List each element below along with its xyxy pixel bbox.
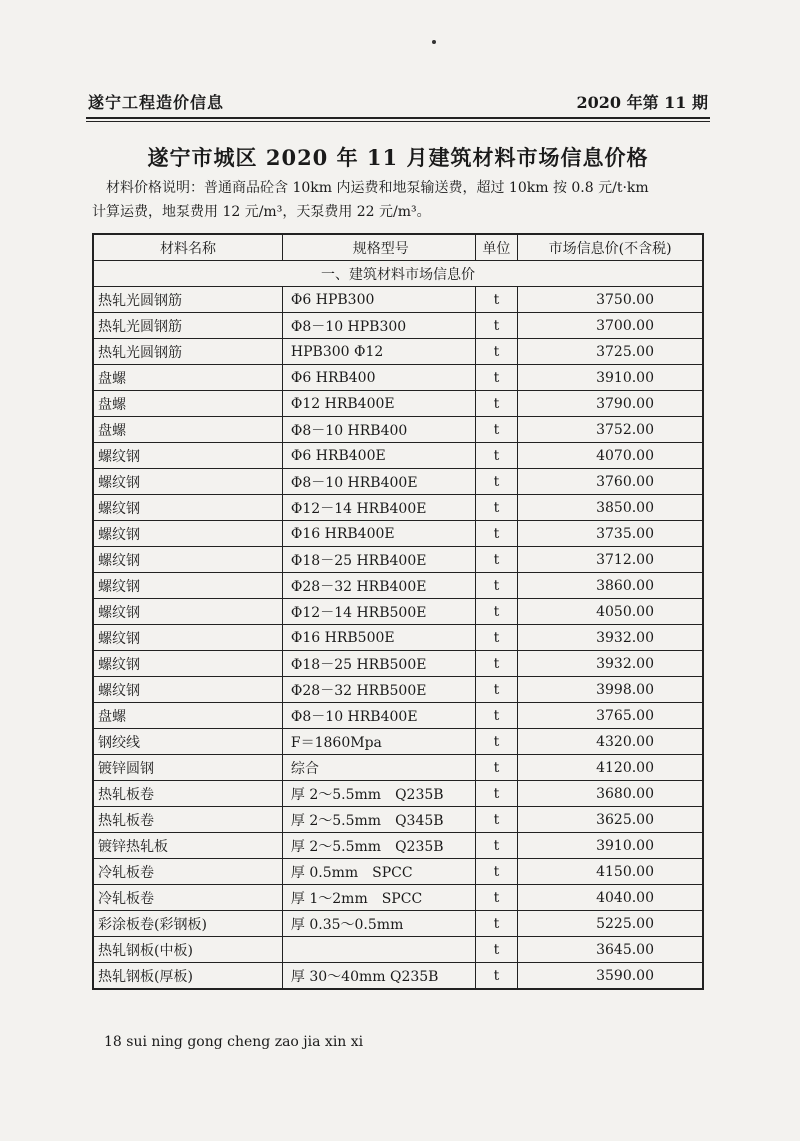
market-price: 3860.00 [518,573,703,599]
section-title: 一、建筑材料市场信息价 [93,261,703,287]
table-row [93,703,703,729]
unit: t [475,911,518,937]
issue-number: 2020 年第 11 期 [576,93,708,112]
market-price: 3750.00 [518,287,703,313]
spec-model: Φ8－10 HRB400E [282,469,475,495]
unit: t [475,963,518,990]
market-price: 5225.00 [518,911,703,937]
market-price: 3910.00 [518,833,703,859]
spec-model: Φ28－32 HRB500E [282,677,475,703]
material-name: 盘螺 [93,391,282,417]
unit: t [475,651,518,677]
table-row [93,599,703,625]
spec-model: F＝1860Mpa [282,729,475,755]
spec-model: Φ8－10 HRB400 [282,417,475,443]
spec-model: Φ6 HRB400E [282,443,475,469]
table-row [93,625,703,651]
spec-model: 厚 1～2mm SPCC [282,885,475,911]
material-name: 螺纹钢 [93,469,282,495]
market-price: 3712.00 [518,547,703,573]
material-name: 热轧光圆钢筋 [93,339,282,365]
market-price: 3590.00 [518,963,703,990]
market-price: 3790.00 [518,391,703,417]
market-price: 4040.00 [518,885,703,911]
material-name: 螺纹钢 [93,547,282,573]
page-footer: 18 sui ning gong cheng zao jia xin xi [104,1034,364,1050]
market-price: 3645.00 [518,937,703,963]
spec-model: 综合 [282,755,475,781]
table-row [93,521,703,547]
table-row [93,573,703,599]
material-name: 热轧钢板(厚板) [93,963,282,990]
material-name: 螺纹钢 [93,521,282,547]
material-name: 镀锌热轧板 [93,833,282,859]
material-name: 螺纹钢 [93,651,282,677]
material-name: 热轧钢板(中板) [93,937,282,963]
price-table [92,233,704,990]
material-name: 螺纹钢 [93,443,282,469]
market-price: 3932.00 [518,651,703,677]
material-name: 盘螺 [93,417,282,443]
market-price: 3735.00 [518,521,703,547]
material-name: 热轧光圆钢筋 [93,287,282,313]
table-row [93,729,703,755]
material-name: 热轧板卷 [93,781,282,807]
header-rule-thin [86,121,710,122]
material-name: 螺纹钢 [93,677,282,703]
unit: t [475,391,518,417]
material-name: 冷轧板卷 [93,885,282,911]
spec-model: 厚 2～5.5mm Q235B [282,781,475,807]
header-price: 市场信息价(不含税) [518,234,703,261]
spec-model: HPB300 Φ12 [282,339,475,365]
header-name: 材料名称 [93,234,282,261]
market-price: 3760.00 [518,469,703,495]
table-header-row [93,234,703,261]
unit: t [475,547,518,573]
section-row [93,261,703,287]
market-price: 3700.00 [518,313,703,339]
material-name: 盘螺 [93,365,282,391]
table-row [93,443,703,469]
market-price: 3752.00 [518,417,703,443]
material-name: 镀锌圆钢 [93,755,282,781]
spec-model: Φ12－14 HRB400E [282,495,475,521]
unit: t [475,313,518,339]
spec-model: Φ8－10 HRB400E [282,703,475,729]
table-row [93,287,703,313]
unit: t [475,521,518,547]
description-line-2: 计算运费，地泵费用 12 元/m³，天泵费用 22 元/m³。 [92,204,431,220]
table-row [93,417,703,443]
material-name: 彩涂板卷(彩钢板) [93,911,282,937]
table-row [93,755,703,781]
material-name: 盘螺 [93,703,282,729]
unit: t [475,443,518,469]
market-price: 3932.00 [518,625,703,651]
unit: t [475,599,518,625]
unit: t [475,495,518,521]
table-row [93,963,703,990]
market-price: 3765.00 [518,703,703,729]
description-line-1: 材料价格说明：普通商品砼含 10km 内运费和地泵输送费，超过 10km 按 0.8 元/t·km [106,180,649,196]
table-row [93,313,703,339]
market-price: 4320.00 [518,729,703,755]
spec-model: 厚 30～40mm Q235B [282,963,475,990]
spec-model: 厚 2～5.5mm Q235B [282,833,475,859]
table-row [93,365,703,391]
material-name: 热轧板卷 [93,807,282,833]
material-name: 冷轧板卷 [93,859,282,885]
table-row [93,807,703,833]
market-price: 3625.00 [518,807,703,833]
spec-model: 厚 2～5.5mm Q345B [282,807,475,833]
spec-model: Φ16 HRB500E [282,625,475,651]
material-name: 螺纹钢 [93,495,282,521]
page-header [88,90,708,116]
material-name: 热轧光圆钢筋 [93,313,282,339]
spec-model: Φ18－25 HRB500E [282,651,475,677]
unit: t [475,469,518,495]
table-row [93,339,703,365]
table-row [93,911,703,937]
print-dot [432,40,436,44]
table-row [93,885,703,911]
material-name: 螺纹钢 [93,599,282,625]
table-row [93,495,703,521]
table-row [93,651,703,677]
spec-model: Φ6 HPB300 [282,287,475,313]
material-name: 螺纹钢 [93,625,282,651]
market-price: 3680.00 [518,781,703,807]
unit: t [475,287,518,313]
table-row [93,781,703,807]
market-price: 4150.00 [518,859,703,885]
market-price: 4120.00 [518,755,703,781]
table-row [93,391,703,417]
spec-model: Φ8－10 HPB300 [282,313,475,339]
unit: t [475,729,518,755]
unit: t [475,937,518,963]
spec-model: Φ16 HRB400E [282,521,475,547]
spec-model: Φ6 HRB400 [282,365,475,391]
market-price: 4050.00 [518,599,703,625]
table-row [93,937,703,963]
spec-model: 厚 0.5mm SPCC [282,859,475,885]
unit: t [475,833,518,859]
market-price: 3910.00 [518,365,703,391]
header-spec: 规格型号 [282,234,475,261]
market-price: 3850.00 [518,495,703,521]
unit: t [475,755,518,781]
price-description [92,176,708,224]
spec-model: 厚 0.35～0.5mm [282,911,475,937]
material-name: 钢绞线 [93,729,282,755]
table-row [93,859,703,885]
table-row [93,833,703,859]
publication-name: 遂宁工程造价信息 [88,93,225,112]
unit: t [475,365,518,391]
market-price: 3725.00 [518,339,703,365]
market-price: 4070.00 [518,443,703,469]
unit: t [475,703,518,729]
spec-model: Φ12 HRB400E [282,391,475,417]
spec-model: Φ28－32 HRB400E [282,573,475,599]
unit: t [475,339,518,365]
spec-model: Φ12－14 HRB500E [282,599,475,625]
table-row [93,547,703,573]
unit: t [475,781,518,807]
unit: t [475,417,518,443]
table-row [93,469,703,495]
unit: t [475,807,518,833]
spec-model [282,937,475,963]
header-unit: 单位 [475,234,518,261]
unit: t [475,625,518,651]
material-name: 螺纹钢 [93,573,282,599]
unit: t [475,885,518,911]
table-row [93,677,703,703]
page-title: 遂宁市城区 2020 年 11 月建筑材料市场信息价格 [147,145,649,170]
unit: t [475,677,518,703]
header-rule [86,117,710,119]
unit: t [475,859,518,885]
unit: t [475,573,518,599]
market-price: 3998.00 [518,677,703,703]
spec-model: Φ18－25 HRB400E [282,547,475,573]
